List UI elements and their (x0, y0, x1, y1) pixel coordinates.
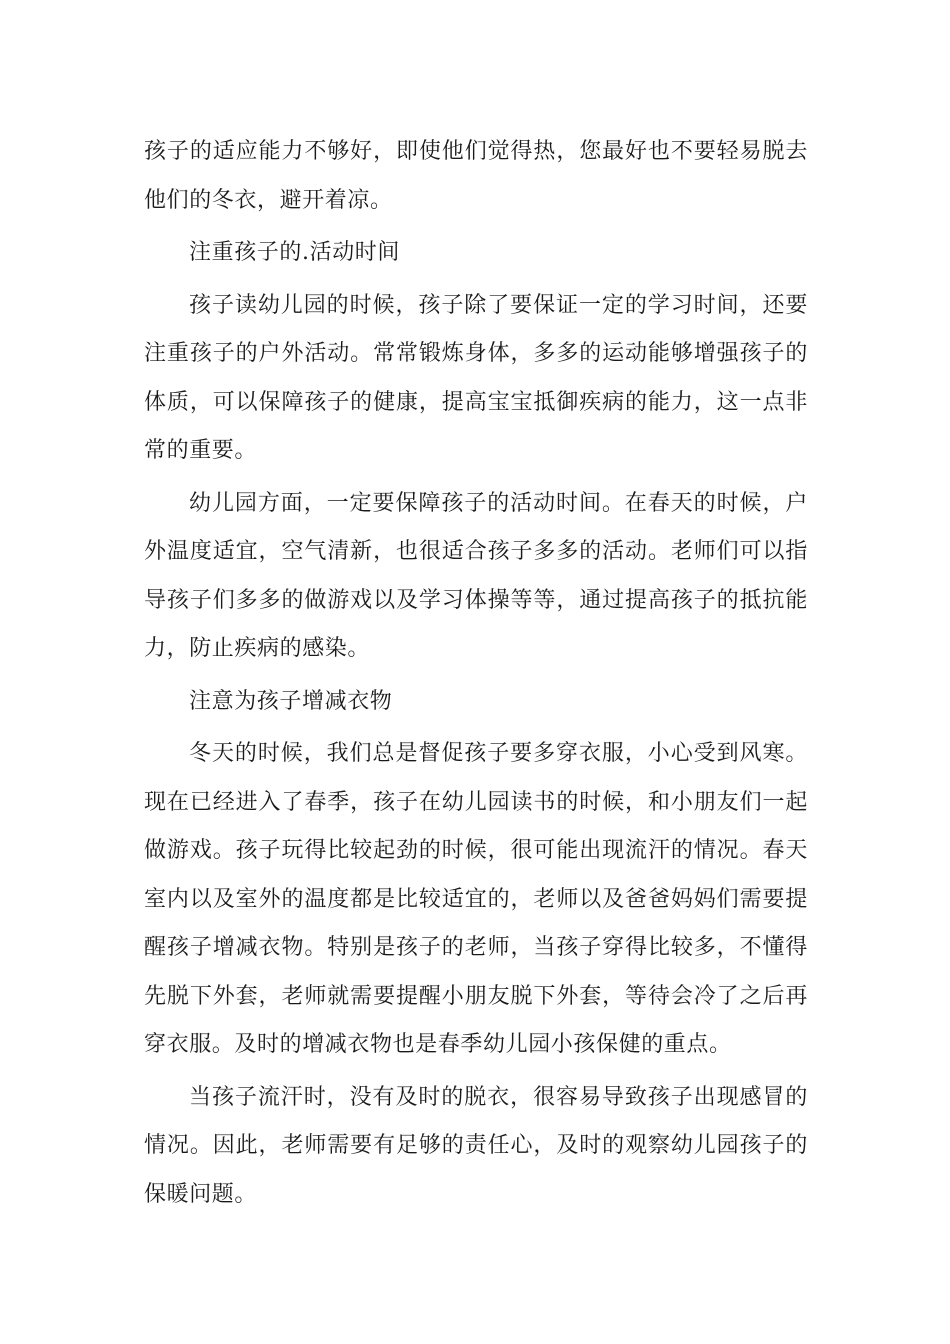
section-heading-activity-time: 注重孩子的.活动时间 (189, 240, 400, 265)
paragraph-continuation: 孩子的适应能力不够好，即使他们觉得热，您最好也不要轻易脱去他们的冬衣，避开着凉。 (144, 139, 808, 213)
paragraph-kindergarten-activity: 幼儿园方面，一定要保障孩子的活动时间。在春天的时候，户外温度适宜，空气清新，也很适合孩子多多的活动。老师们可以指导孩子们多多的做游戏以及学习体操等等，通过提高孩子的抵抗能力，防止疾病的感染。 (144, 490, 808, 661)
paragraph-sweating-cold: 当孩子流汗时，没有及时的脱衣，很容易导致孩子出现感冒的情况。因此，老师需要有足够的责任心，及时的观察幼儿园孩子的保暖问题。 (144, 1084, 808, 1207)
section-heading-clothing: 注意为孩子增减衣物 (189, 688, 393, 714)
document-page (144, 128, 808, 1223)
paragraph-outdoor-activity: 孩子读幼儿园的时候，孩子除了要保证一定的学习时间，还要注重孩子的户外活动。常常锻炼身体，多多的运动能够增强孩子的体质，可以保障孩子的健康，提高宝宝抵御疾病的能力，这一点非常的重要。 (144, 292, 808, 463)
paragraph-clothing-adjustment: 冬天的时候，我们总是督促孩子要多穿衣服，小心受到风寒。现在已经进入了春季，孩子在幼儿园读书的时候，和小朋友们一起做游戏。孩子玩得比较起劲的时候，很可能出现流汗的情况。春天室内以及室外的温度都是比较适宜的，老师以及爸爸妈妈们需要提醒孩子增减衣物。特别是孩子的老师，当孩子穿得比较多，不懂得先脱下外套，老师就需要提醒小朋友脱下外套，等待会冷了之后再穿衣服。及时的增减衣物也是春季幼儿园小孩保健的重点。 (144, 741, 808, 1057)
